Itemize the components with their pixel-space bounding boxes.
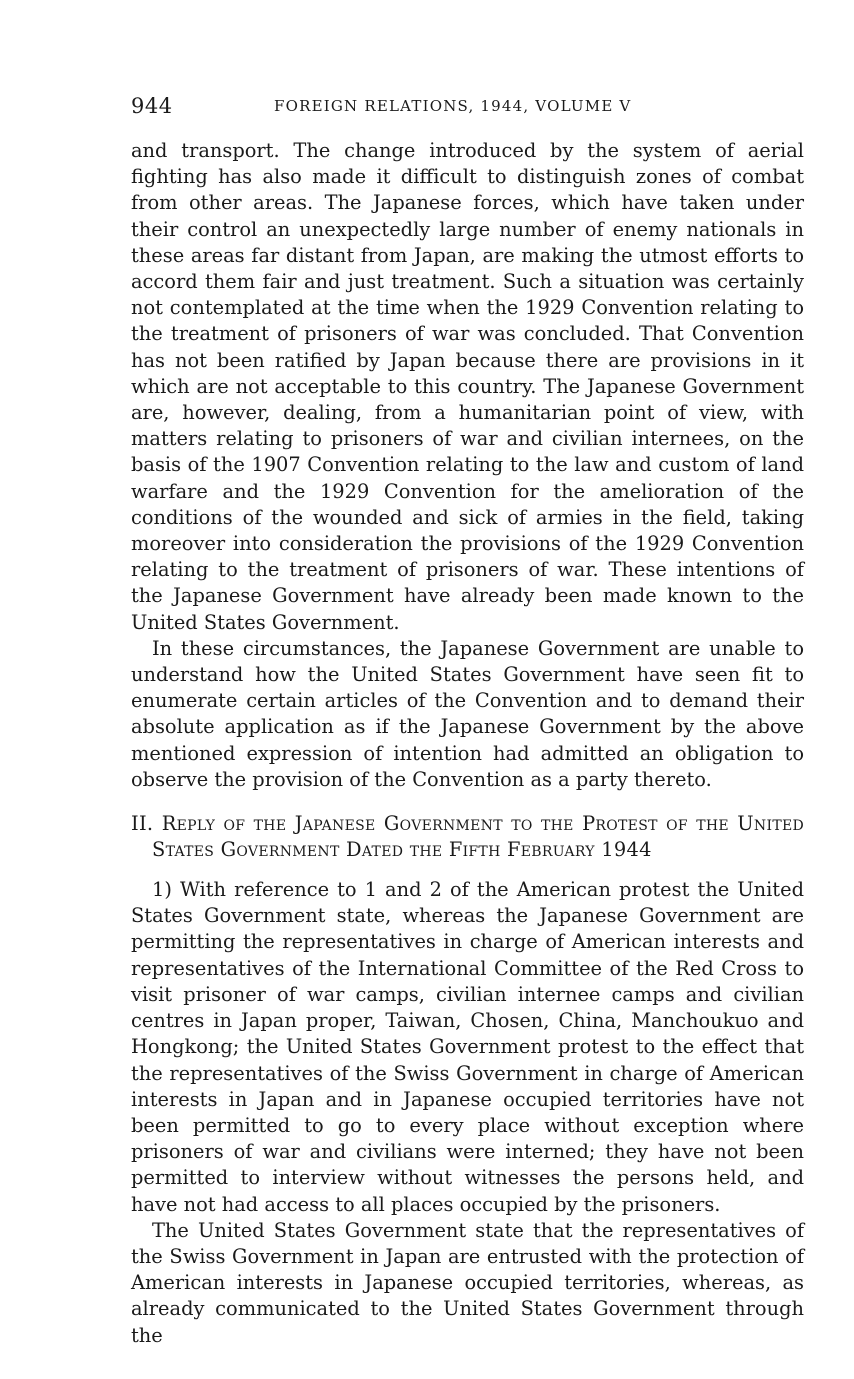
paragraph-circumstances: In these circumstances, the Japanese Government are unable to understand how the United States Government have seen fit to enumerate certain articles of the Convention and to demand their absolute application as if the Japanese Government by the above mentioned expression of intention had admitted an obligation to observe the provision of the Convention as a party thereto. [131, 636, 804, 791]
running-head: FOREIGN RELATIONS, 1944, VOLUME V [274, 97, 632, 115]
page-number: 944 [131, 94, 173, 118]
section-heading: II. Reply of the Japanese Government to the Protest of the United States Government Dated the Fifth February 1944 [131, 812, 804, 862]
body-text [131, 138, 804, 1349]
paragraph-swiss-representatives: The United States Government state that the representatives of the Swiss Government in Japan are entrusted with the protection of American interests in Japanese occupied territories, whereas, as already communicated to the United States Government through the [131, 1218, 804, 1347]
paragraph-continuation: and transport. The change introduced by the system of aerial fighting has also made it difficult to distinguish zones of combat from other areas. The Japanese forces, which have taken under their control an unexpectedly large number of enemy nationals in these areas far distant from Japan, are making the utmost efforts to accord them fair and just treatment. Such a situation was certainly not contemplated at the time when the 1929 Convention relating to the treatment of prisoners of war was concluded. That Convention has not been ratified by Japan because there are provisions in it which are not acceptable to this country. The Japanese Government are, however, dealing, from a humanitarian point of view, with matters relating to prisoners of war and civilian internees, on the basis of the 1907 Convention relating to the law and custom of land warfare and the 1929 Convention for the amelioration of the conditions of the wounded and sick of armies in the field, taking moreover into consideration the provisions of the 1929 Convention relating to the treatment of prisoners of war. These intentions of the Japanese Government have already been made known to the United States Government. [131, 139, 804, 634]
paragraph-item-1: 1) With reference to 1 and 2 of the American protest the United States Government state, whereas the Japanese Government are permitting the representatives in charge of American interests and representatives of the International Committee of the Red Cross to visit prisoner of war camps, civilian internee camps and civilian centres in Japan proper, Taiwan, Chosen, China, Manchoukuo and Hongkong; the United States Government protest to the effect that the representatives of the Swiss Government in charge of American interests in Japan and in Japanese occupied territories have not been permitted to go to every place without exception where prisoners of war and civilians were interned; they have not been permitted to interview without witnesses the persons held, and have not had access to all places occupied by the prisoners. [131, 878, 804, 1216]
page-header [131, 94, 811, 124]
